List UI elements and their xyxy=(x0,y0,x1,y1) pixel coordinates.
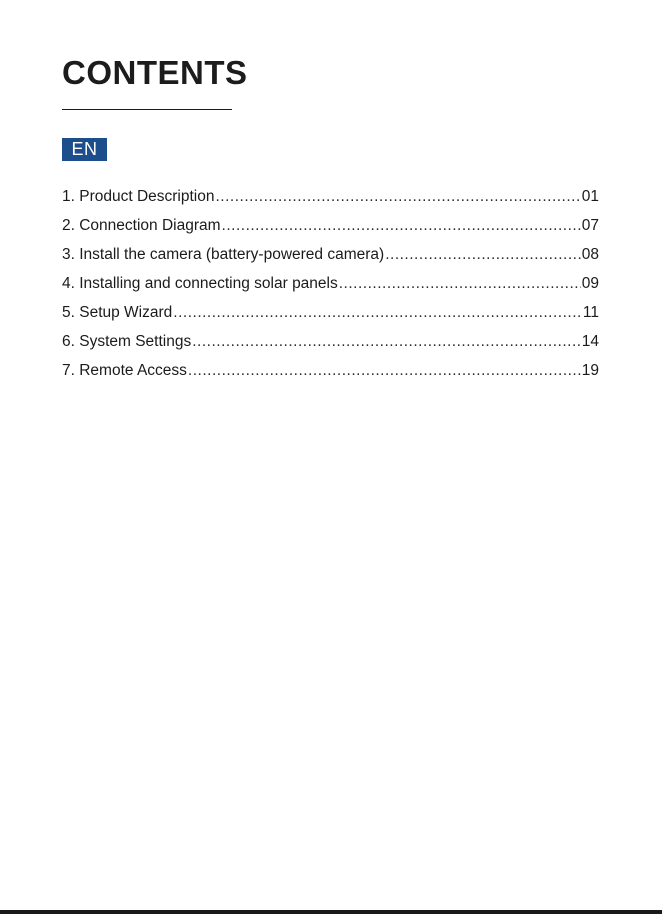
toc-entry-label: 7. Remote Access xyxy=(62,362,187,379)
toc-dot-leader xyxy=(188,358,581,383)
toc-entry-connection-diagram[interactable] xyxy=(62,213,599,242)
toc-entry-install-camera[interactable] xyxy=(62,242,599,271)
toc-dot-leader xyxy=(385,242,581,267)
toc-dot-leader xyxy=(173,300,582,325)
toc-entry-solar-panels[interactable] xyxy=(62,271,599,300)
toc-page-number: 08 xyxy=(581,246,599,263)
toc-entry-label: 4. Installing and connecting solar panels xyxy=(62,275,338,292)
toc-page-number: 19 xyxy=(581,362,599,379)
toc-entry-label: 2. Connection Diagram xyxy=(62,217,221,234)
toc-entry-label: 6. System Settings xyxy=(62,333,192,350)
toc-page-number: 11 xyxy=(582,304,599,321)
page-title: CONTENTS xyxy=(62,54,248,91)
table-of-contents xyxy=(62,184,599,387)
toc-entry-product-description[interactable] xyxy=(62,184,599,213)
page-bottom-border xyxy=(0,910,662,914)
toc-dot-leader xyxy=(339,271,581,296)
toc-dot-leader xyxy=(222,213,581,238)
toc-entry-label: 1. Product Description xyxy=(62,188,215,205)
toc-dot-leader xyxy=(192,329,581,354)
toc-entry-system-settings[interactable] xyxy=(62,329,599,358)
toc-entry-setup-wizard[interactable] xyxy=(62,300,599,329)
toc-page-number: 01 xyxy=(581,188,599,205)
language-badge: EN xyxy=(62,138,107,161)
title-underline xyxy=(62,109,232,110)
toc-page-number: 07 xyxy=(581,217,599,234)
toc-page-number: 14 xyxy=(581,333,599,350)
toc-entry-label: 5. Setup Wizard xyxy=(62,304,173,321)
toc-dot-leader xyxy=(216,184,581,209)
toc-entry-label: 3. Install the camera (battery-powered camera) xyxy=(62,246,385,263)
toc-entry-remote-access[interactable] xyxy=(62,358,599,387)
toc-page-number: 09 xyxy=(581,275,599,292)
